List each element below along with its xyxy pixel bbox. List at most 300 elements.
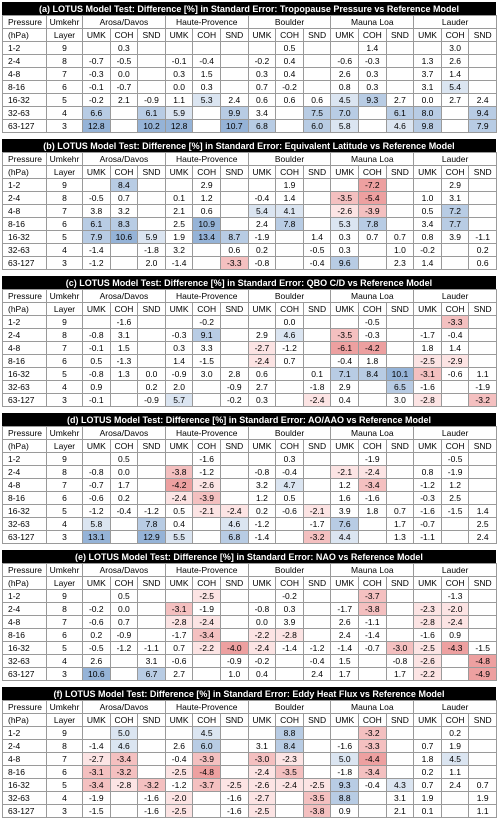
value-cell: 1.4 xyxy=(276,192,304,205)
value-cell xyxy=(386,603,414,616)
pressure-header: Pressure xyxy=(3,153,47,166)
pressure-cell: 16-32 xyxy=(3,642,47,655)
value-cell xyxy=(359,381,387,394)
value-cell: 1.1 xyxy=(469,805,497,818)
value-cell: 4.5 xyxy=(193,727,221,740)
value-cell: -1.4 xyxy=(276,642,304,655)
value-cell xyxy=(303,753,331,766)
layer-cell: 7 xyxy=(47,753,83,766)
pressure-unit-header: (hPa) xyxy=(3,29,47,42)
value-cell: -1.4 xyxy=(83,244,111,257)
instrument-header: COH xyxy=(276,303,304,316)
value-cell: -1.2 xyxy=(193,466,221,479)
table-row xyxy=(3,603,497,616)
value-cell: 9.3 xyxy=(331,779,359,792)
value-cell: 0.1 xyxy=(165,192,193,205)
value-cell: -1.2 xyxy=(248,518,276,531)
table-row xyxy=(3,368,497,381)
value-cell xyxy=(83,179,111,192)
value-cell xyxy=(193,792,221,805)
value-cell: -0.1 xyxy=(83,342,111,355)
value-cell: 0.3 xyxy=(165,68,193,81)
value-cell: 0.3 xyxy=(248,394,276,407)
instrument-header: COH xyxy=(110,714,138,727)
value-cell: -7.2 xyxy=(359,179,387,192)
value-cell xyxy=(469,453,497,466)
value-cell: 5.8 xyxy=(83,518,111,531)
difference-table xyxy=(2,563,497,681)
pressure-header: Pressure xyxy=(3,701,47,714)
value-cell xyxy=(276,655,304,668)
panel-title: (b) LOTUS Model Test: Difference [%] in Standard Error: Equivalent Latitude vs Reference Model xyxy=(2,139,496,152)
value-cell: 1.9 xyxy=(469,792,497,805)
value-cell xyxy=(221,218,249,231)
value-cell: -3.2 xyxy=(359,727,387,740)
value-cell xyxy=(110,120,138,133)
site-header: Haute-Provence xyxy=(165,701,248,714)
value-cell: -3.9 xyxy=(193,492,221,505)
value-cell: 1.4 xyxy=(441,342,469,355)
value-cell: -2.6 xyxy=(193,479,221,492)
value-cell xyxy=(138,81,166,94)
site-header: Boulder xyxy=(248,16,331,29)
value-cell xyxy=(414,727,442,740)
value-cell xyxy=(248,42,276,55)
value-cell: -0.2 xyxy=(193,316,221,329)
instrument-header: SND xyxy=(303,29,331,42)
instrument-header: SND xyxy=(138,29,166,42)
value-cell: 0.4 xyxy=(276,55,304,68)
value-cell xyxy=(469,42,497,55)
value-cell: 4.3 xyxy=(386,779,414,792)
value-cell: 9.9 xyxy=(221,107,249,120)
value-cell: 10.1 xyxy=(386,368,414,381)
value-cell xyxy=(359,244,387,257)
value-cell: 0.8 xyxy=(414,231,442,244)
value-cell: -0.4 xyxy=(303,257,331,270)
value-cell: 0.5 xyxy=(165,505,193,518)
value-cell: 0.1 xyxy=(414,805,442,818)
layer-unit-header: Layer xyxy=(47,714,83,727)
value-cell: -3.7 xyxy=(359,590,387,603)
value-cell: 1.2 xyxy=(331,479,359,492)
value-cell: -0.8 xyxy=(83,466,111,479)
instrument-header: SND xyxy=(138,577,166,590)
value-cell xyxy=(303,329,331,342)
value-cell xyxy=(441,805,469,818)
header-row xyxy=(3,153,497,166)
value-cell: 0.5 xyxy=(276,492,304,505)
value-cell: -0.2 xyxy=(248,655,276,668)
table-panel xyxy=(2,413,496,550)
value-cell: -0.9 xyxy=(221,655,249,668)
value-cell: -0.6 xyxy=(441,368,469,381)
value-cell: 0.7 xyxy=(469,779,497,792)
value-cell: 7.8 xyxy=(276,218,304,231)
instrument-header: COH xyxy=(110,577,138,590)
value-cell: 0.3 xyxy=(248,68,276,81)
value-cell: -3.0 xyxy=(248,753,276,766)
value-cell xyxy=(165,453,193,466)
site-header: Boulder xyxy=(248,701,331,714)
value-cell: 3.1 xyxy=(138,655,166,668)
table-row xyxy=(3,355,497,368)
value-cell: -3.8 xyxy=(165,466,193,479)
value-cell: 10.9 xyxy=(193,218,221,231)
value-cell: -0.4 xyxy=(276,466,304,479)
value-cell: 12.9 xyxy=(138,531,166,544)
value-cell xyxy=(469,479,497,492)
instrument-header: UMK xyxy=(248,577,276,590)
value-cell: 3.2 xyxy=(110,205,138,218)
value-cell xyxy=(441,668,469,681)
value-cell: 0.6 xyxy=(469,257,497,270)
value-cell: -1.5 xyxy=(469,642,497,655)
value-cell: -2.3 xyxy=(276,753,304,766)
value-cell xyxy=(138,68,166,81)
value-cell: -2.8 xyxy=(414,616,442,629)
value-cell: 0.8 xyxy=(331,81,359,94)
value-cell: 5.0 xyxy=(331,753,359,766)
value-cell: 3.0 xyxy=(441,42,469,55)
value-cell xyxy=(221,766,249,779)
value-cell: -1.6 xyxy=(414,381,442,394)
value-cell xyxy=(386,479,414,492)
value-cell xyxy=(386,316,414,329)
instrument-header: COH xyxy=(441,577,469,590)
layer-cell: 9 xyxy=(47,590,83,603)
value-cell xyxy=(138,205,166,218)
value-cell xyxy=(469,740,497,753)
layer-cell: 7 xyxy=(47,68,83,81)
value-cell xyxy=(469,616,497,629)
value-cell: 0.5 xyxy=(110,590,138,603)
value-cell xyxy=(359,531,387,544)
instrument-header: SND xyxy=(386,714,414,727)
value-cell: -0.4 xyxy=(331,355,359,368)
value-cell xyxy=(386,68,414,81)
value-cell xyxy=(469,329,497,342)
value-cell: -1.2 xyxy=(165,779,193,792)
pressure-cell: 63-127 xyxy=(3,257,47,270)
table-row xyxy=(3,616,497,629)
value-cell: -2.5 xyxy=(303,779,331,792)
value-cell xyxy=(386,766,414,779)
table-row xyxy=(3,192,497,205)
value-cell: 8.8 xyxy=(276,727,304,740)
value-cell xyxy=(469,466,497,479)
value-cell xyxy=(165,727,193,740)
value-cell: -1.4 xyxy=(83,740,111,753)
value-cell: 6.5 xyxy=(386,381,414,394)
layer-cell: 7 xyxy=(47,479,83,492)
value-cell xyxy=(221,342,249,355)
value-cell: 6.8 xyxy=(248,120,276,133)
layer-cell: 4 xyxy=(47,792,83,805)
value-cell: 5.3 xyxy=(331,218,359,231)
value-cell: -0.8 xyxy=(386,655,414,668)
value-cell: -2.8 xyxy=(414,394,442,407)
value-cell: -0.4 xyxy=(110,505,138,518)
site-header: Mauna Loa xyxy=(331,153,414,166)
value-cell: -2.4 xyxy=(165,492,193,505)
value-cell xyxy=(138,355,166,368)
value-cell: -2.1 xyxy=(193,505,221,518)
value-cell: 0.7 xyxy=(248,81,276,94)
layer-header: Umkehr xyxy=(47,153,83,166)
value-cell: -3.4 xyxy=(193,629,221,642)
value-cell xyxy=(221,453,249,466)
value-cell xyxy=(303,55,331,68)
value-cell: -1.6 xyxy=(221,792,249,805)
layer-cell: 5 xyxy=(47,231,83,244)
value-cell: 3.9 xyxy=(331,505,359,518)
value-cell xyxy=(303,479,331,492)
value-cell: -4.2 xyxy=(359,342,387,355)
instrument-header: UMK xyxy=(165,29,193,42)
pressure-cell: 1-2 xyxy=(3,727,47,740)
value-cell xyxy=(303,616,331,629)
value-cell xyxy=(469,205,497,218)
value-cell xyxy=(414,179,442,192)
table-row xyxy=(3,792,497,805)
value-cell: 1.4 xyxy=(441,68,469,81)
value-cell xyxy=(193,805,221,818)
value-cell: -1.7 xyxy=(303,518,331,531)
pressure-cell: 16-32 xyxy=(3,231,47,244)
value-cell: 1.4 xyxy=(303,231,331,244)
value-cell: 1.0 xyxy=(386,244,414,257)
value-cell: -3.2 xyxy=(303,531,331,544)
value-cell: -0.3 xyxy=(83,68,111,81)
instrument-header: SND xyxy=(221,29,249,42)
site-header: Boulder xyxy=(248,153,331,166)
value-cell xyxy=(83,453,111,466)
value-cell xyxy=(276,257,304,270)
value-cell: -1.6 xyxy=(414,505,442,518)
table-row xyxy=(3,218,497,231)
value-cell: -1.1 xyxy=(414,531,442,544)
value-cell: 4.6 xyxy=(276,329,304,342)
header-row xyxy=(3,16,497,29)
value-cell xyxy=(138,329,166,342)
instrument-header: UMK xyxy=(83,577,111,590)
value-cell xyxy=(276,368,304,381)
value-cell: -3.3 xyxy=(441,316,469,329)
site-header: Arosa/Davos xyxy=(83,564,166,577)
value-cell xyxy=(386,192,414,205)
value-cell: -3.9 xyxy=(193,753,221,766)
value-cell: 2.7 xyxy=(165,668,193,681)
value-cell: -0.8 xyxy=(248,257,276,270)
value-cell: -3.8 xyxy=(359,603,387,616)
value-cell: 0.4 xyxy=(331,394,359,407)
value-cell: 3.2 xyxy=(248,479,276,492)
value-cell xyxy=(276,231,304,244)
instrument-header: COH xyxy=(110,29,138,42)
value-cell xyxy=(276,792,304,805)
value-cell: -2.4 xyxy=(221,505,249,518)
value-cell: -2.5 xyxy=(414,355,442,368)
value-cell: 0.2 xyxy=(248,505,276,518)
pressure-cell: 32-63 xyxy=(3,244,47,257)
value-cell: 0.3 xyxy=(165,342,193,355)
value-cell xyxy=(386,753,414,766)
value-cell xyxy=(441,531,469,544)
value-cell xyxy=(138,616,166,629)
value-cell: 1.1 xyxy=(441,766,469,779)
value-cell: -0.2 xyxy=(83,94,111,107)
value-cell: -3.8 xyxy=(303,805,331,818)
value-cell xyxy=(138,218,166,231)
value-cell: -0.6 xyxy=(83,492,111,505)
instrument-header: SND xyxy=(138,303,166,316)
value-cell xyxy=(138,179,166,192)
instrument-header: SND xyxy=(303,166,331,179)
instrument-header: SND xyxy=(469,714,497,727)
value-cell xyxy=(469,55,497,68)
layer-cell: 5 xyxy=(47,368,83,381)
table-panel xyxy=(2,687,496,824)
pressure-cell: 8-16 xyxy=(3,355,47,368)
value-cell: -0.9 xyxy=(110,629,138,642)
value-cell: 7.8 xyxy=(138,518,166,531)
value-cell xyxy=(386,466,414,479)
value-cell: 4.6 xyxy=(110,740,138,753)
value-cell xyxy=(441,381,469,394)
value-cell: -4.4 xyxy=(359,753,387,766)
value-cell xyxy=(303,68,331,81)
value-cell: -3.3 xyxy=(359,740,387,753)
value-cell: -0.4 xyxy=(303,655,331,668)
instrument-header: COH xyxy=(359,440,387,453)
header-row xyxy=(3,440,497,453)
layer-cell: 9 xyxy=(47,42,83,55)
value-cell: -0.6 xyxy=(165,655,193,668)
value-cell: -3.3 xyxy=(221,257,249,270)
value-cell: 1.7 xyxy=(331,668,359,681)
value-cell: 5.8 xyxy=(331,120,359,133)
value-cell: -1.5 xyxy=(441,505,469,518)
instrument-header: COH xyxy=(441,303,469,316)
value-cell: -2.6 xyxy=(414,655,442,668)
instrument-header: SND xyxy=(386,166,414,179)
value-cell: -2.2 xyxy=(248,629,276,642)
value-cell: -1.8 xyxy=(138,244,166,257)
pressure-cell: 8-16 xyxy=(3,492,47,505)
pressure-cell: 1-2 xyxy=(3,42,47,55)
site-header: Lauder xyxy=(414,153,497,166)
value-cell xyxy=(469,766,497,779)
value-cell: -5.4 xyxy=(359,192,387,205)
instrument-header: UMK xyxy=(414,714,442,727)
value-cell: -2.3 xyxy=(414,603,442,616)
value-cell: 2.9 xyxy=(193,179,221,192)
value-cell xyxy=(303,466,331,479)
pressure-cell: 32-63 xyxy=(3,518,47,531)
value-cell: 0.0 xyxy=(414,94,442,107)
value-cell: -2.0 xyxy=(441,603,469,616)
instrument-header: UMK xyxy=(331,440,359,453)
value-cell: 7.5 xyxy=(303,107,331,120)
value-cell: 7.6 xyxy=(331,518,359,531)
value-cell: 8.0 xyxy=(414,107,442,120)
layer-cell: 9 xyxy=(47,727,83,740)
layer-header: Umkehr xyxy=(47,16,83,29)
layer-cell: 3 xyxy=(47,531,83,544)
value-cell: 0.6 xyxy=(193,205,221,218)
value-cell: -1.4 xyxy=(359,629,387,642)
layer-cell: 4 xyxy=(47,381,83,394)
instrument-header: COH xyxy=(441,166,469,179)
pressure-cell: 32-63 xyxy=(3,107,47,120)
site-header: Haute-Provence xyxy=(165,427,248,440)
value-cell: -1.6 xyxy=(110,316,138,329)
value-cell: 2.4 xyxy=(441,779,469,792)
layer-cell: 3 xyxy=(47,120,83,133)
instrument-header: COH xyxy=(276,577,304,590)
layer-cell: 8 xyxy=(47,603,83,616)
value-cell: 0.0 xyxy=(248,616,276,629)
value-cell xyxy=(276,518,304,531)
value-cell xyxy=(359,655,387,668)
layer-header: Umkehr xyxy=(47,701,83,714)
value-cell xyxy=(441,120,469,133)
value-cell: 0.9 xyxy=(441,629,469,642)
value-cell: 0.7 xyxy=(414,740,442,753)
instrument-header: UMK xyxy=(248,714,276,727)
instrument-header: COH xyxy=(359,303,387,316)
value-cell: 1.2 xyxy=(441,479,469,492)
value-cell xyxy=(138,603,166,616)
pressure-cell: 63-127 xyxy=(3,394,47,407)
value-cell: -1.2 xyxy=(110,642,138,655)
value-cell xyxy=(83,590,111,603)
value-cell: 1.6 xyxy=(331,492,359,505)
value-cell xyxy=(303,205,331,218)
value-cell: -3.1 xyxy=(414,368,442,381)
layer-cell: 9 xyxy=(47,316,83,329)
value-cell: -4.3 xyxy=(441,642,469,655)
layer-header: Umkehr xyxy=(47,564,83,577)
instrument-header: UMK xyxy=(83,29,111,42)
value-cell xyxy=(469,81,497,94)
instrument-header: UMK xyxy=(165,303,193,316)
value-cell xyxy=(276,381,304,394)
value-cell: 0.9 xyxy=(331,805,359,818)
value-cell: -3.5 xyxy=(303,792,331,805)
pressure-cell: 63-127 xyxy=(3,668,47,681)
pressure-cell: 2-4 xyxy=(3,55,47,68)
value-cell xyxy=(138,192,166,205)
value-cell xyxy=(386,740,414,753)
value-cell xyxy=(469,590,497,603)
value-cell xyxy=(441,244,469,257)
value-cell: 2.0 xyxy=(138,257,166,270)
value-cell: -2.4 xyxy=(276,779,304,792)
value-cell: 2.9 xyxy=(331,381,359,394)
value-cell xyxy=(138,55,166,68)
difference-tables xyxy=(2,2,496,824)
value-cell: 0.9 xyxy=(83,381,111,394)
value-cell xyxy=(110,655,138,668)
value-cell: 5.7 xyxy=(165,394,193,407)
value-cell xyxy=(276,394,304,407)
value-cell: 0.3 xyxy=(359,81,387,94)
value-cell xyxy=(138,342,166,355)
pressure-header: Pressure xyxy=(3,16,47,29)
table-row xyxy=(3,466,497,479)
